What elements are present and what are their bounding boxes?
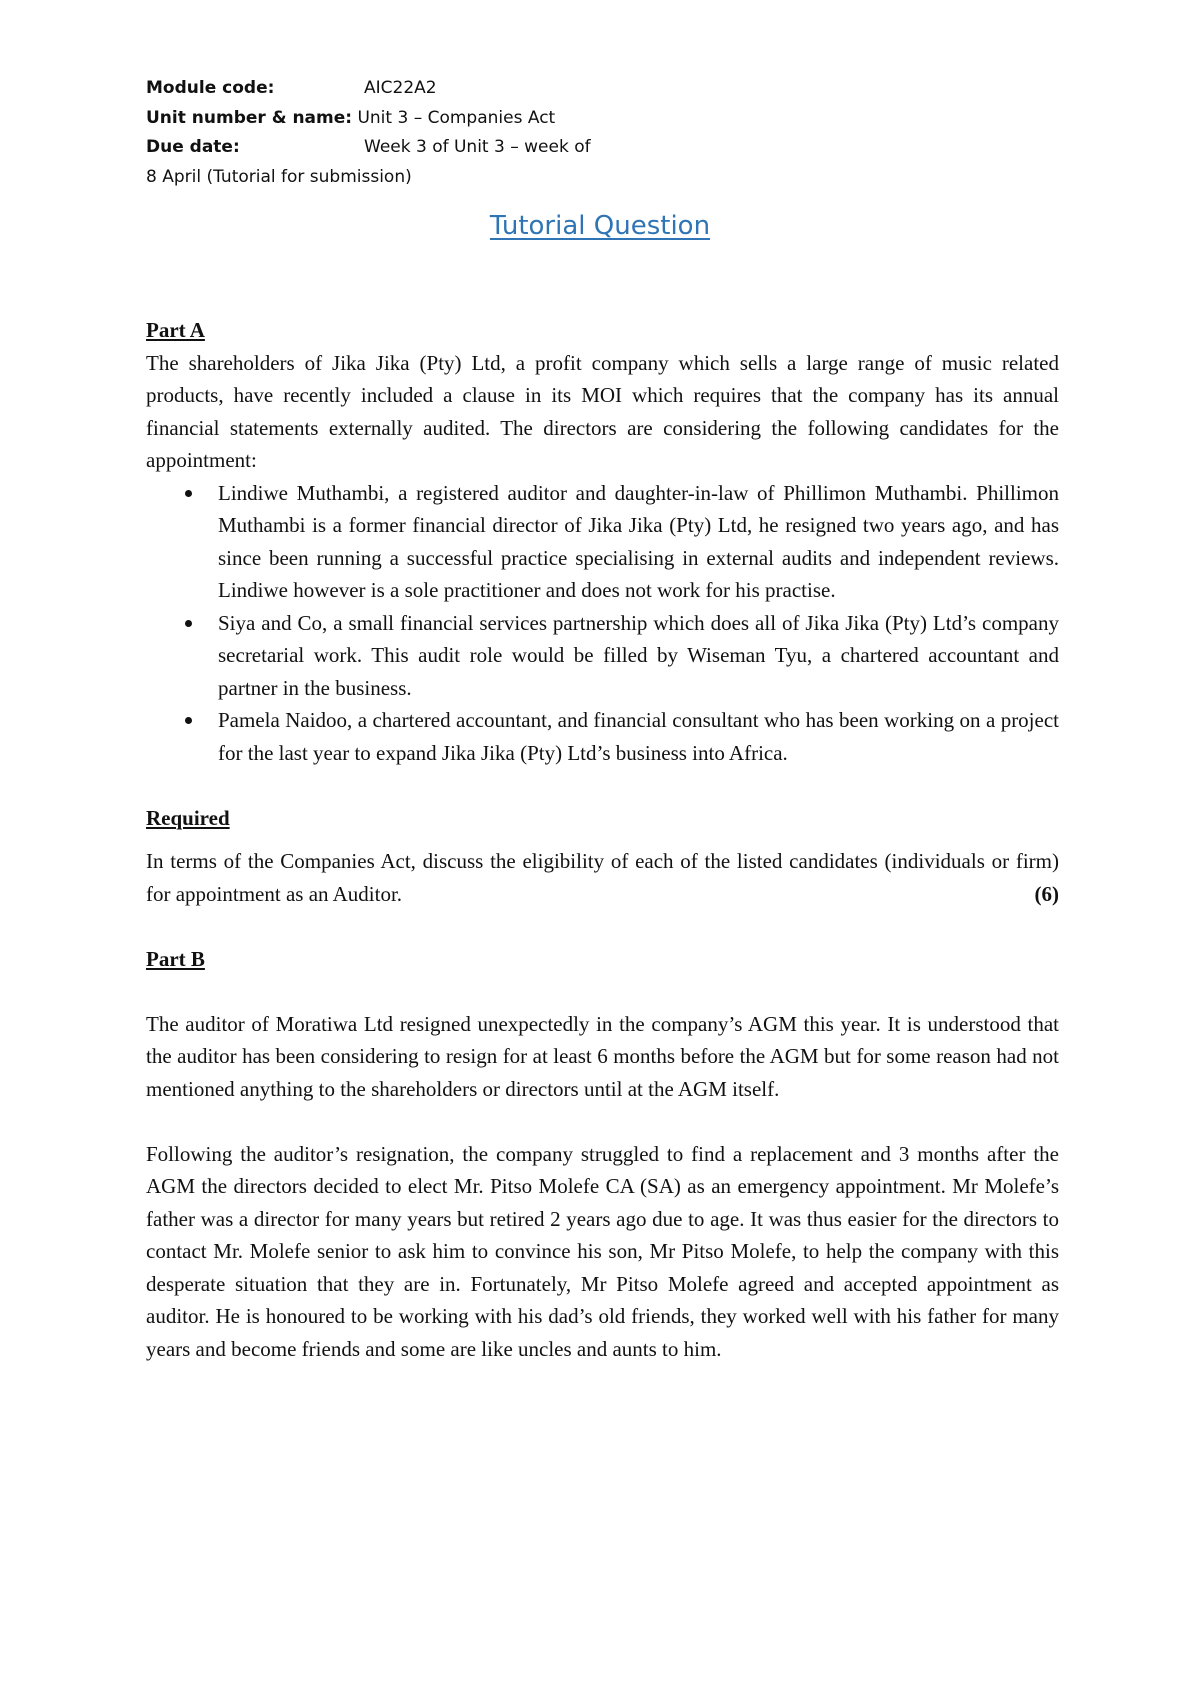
spacer [146,975,1059,1008]
part-b-heading: Part B [146,946,205,971]
candidate-item [146,607,1059,705]
required-text: In terms of the Companies Act, discuss the eligibility of each of the listed candidates (individuals or firm) for appointment as an Auditor. [146,849,1059,906]
bullet-icon [185,490,192,497]
due-date-continued [146,163,555,193]
due-date-value: Week 3 of Unit 3 – week of [364,137,591,157]
due-date-value-continued: 8 April (Tutorial for submission) [146,166,412,187]
part-a-intro: The shareholders of Jika Jika (Pty) Ltd, a profit company which sells a large range of music related products, have recently included a clause in its MOI which requires that the company has its annual financial statements externally audited. The directors are considering the following candidates for the appointment: [146,350,1059,472]
due-date-row [146,133,591,163]
page-title: Tutorial Question [489,211,711,241]
bullet-icon [185,620,192,627]
required-text-block [146,845,1059,910]
candidate-list [146,477,1059,770]
module-info [146,74,591,192]
part-b-paragraph-1: The auditor of Moratiwa Ltd resigned unexpectedly in the company’s AGM this year. It is understood that the auditor has been considering to resign for at least 6 months before the AGM but for some reason had not mentioned anything to the shareholders or directors until at the AGM itself. [146,1011,1059,1101]
question-body [146,314,1059,1365]
candidate-text: Pamela Naidoo, a chartered accountant, and financial consultant who has been working on a project for the last year to expand Jika Jika (Pty) Ltd’s business into Africa. [218,708,1059,765]
unit-value: Unit 3 – Companies Act [357,107,556,128]
candidate-item [146,477,1059,607]
module-code-label: Module code: [146,78,275,98]
module-code-value: AIC22A2 [364,78,437,98]
spacer [146,769,1059,802]
marks-value: (6) [1034,881,1059,906]
candidate-text: Lindiwe Muthambi, a registered auditor and daughter-in-law of Phillimon Muthambi. Phillimon Muthambi is a former financial director of Jika Jika (Pty) Ltd, he resigned two years ago, and has since been running a successful practice specialising in external audits and independent reviews. Lindiwe however is a sole practitioner and does not work for his practise. [218,480,1059,602]
due-date-label: Due date: [146,137,240,157]
required-heading: Required [146,805,230,830]
unit-row [146,104,555,134]
spacer [146,910,1059,943]
spacer [146,834,1059,845]
part-a-heading: Part A [146,318,205,342]
spacer [146,1105,1059,1138]
unit-label: Unit number & name: [146,107,353,128]
part-b-paragraph-2: Following the auditor’s resignation, the company struggled to find a replacement and 3 months after the AGM the directors decided to elect Mr. Pitso Molefe CA (SA) as an emergency appointment. Mr Molefe’s father was a director for many years but retired 2 years ago due to age. It was thus easier for the directors to contact Mr. Molefe senior to ask him to convince his son, Mr Pitso Molefe, to help the company with this desperate situation that they are in. Fortunately, Mr Pitso Molefe agreed and accepted appointment as auditor. He is honoured to be working with his dad’s old friends, they worked well with his father for many years and become friends and some are like uncles and aunts to him. [146,1141,1059,1361]
module-code-row [146,74,555,104]
candidate-text: Siya and Co, a small financial services partnership which does all of Jika Jika (Pty) Ltd’s company secretarial work. This audit role would be filled by Wiseman Tyu, a chartered accountant and partner in the business. [218,610,1059,700]
candidate-item [146,704,1059,769]
bullet-icon [185,717,192,724]
